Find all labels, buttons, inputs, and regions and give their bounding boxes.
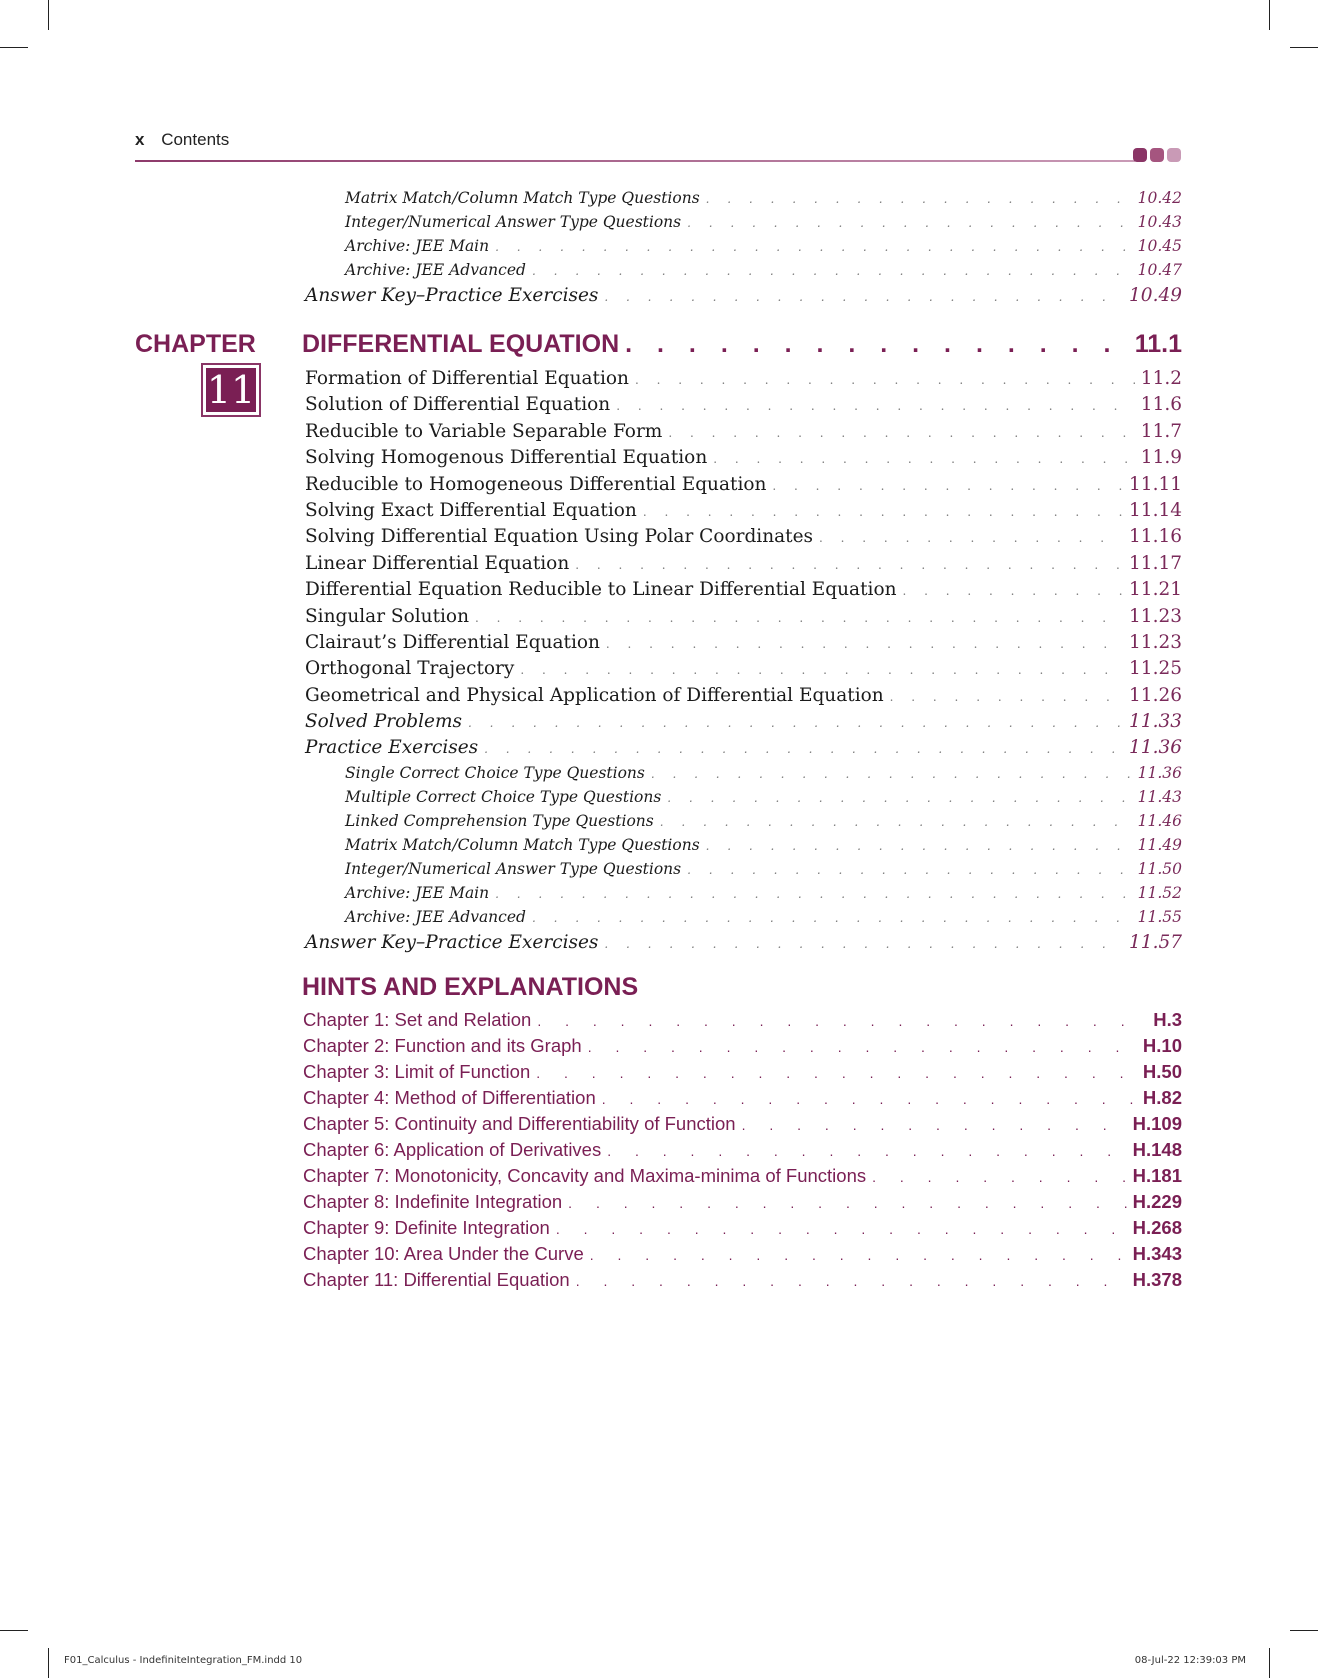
toc-entry-page: 11.23 [1129,605,1182,627]
toc-entry-title: Solving Differential Equation Using Polar Coordinates [305,526,814,548]
dot-leader [903,584,1124,598]
toc-entry-page: 11.52 [1137,883,1182,902]
dot-leader [616,399,1135,413]
toc-entry-page: H.378 [1132,1269,1182,1290]
toc-entry-page: 10.43 [1137,213,1182,231]
toc-entry[interactable] [305,447,1182,473]
toc-entry[interactable] [303,1035,1182,1061]
deco-square [1150,148,1164,162]
toc-entry-page: 11.2 [1140,368,1182,389]
toc-entry[interactable] [305,553,1182,579]
toc-entry-page: H.82 [1142,1087,1182,1108]
dot-leader [667,791,1131,805]
dot-leader [625,330,1129,359]
dot-leader [495,887,1132,901]
toc-entry-title: Answer Key–Practice Exercises [305,931,599,953]
toc-entry-title: Answer Key–Practice Exercises [305,285,599,306]
toc-entry-title: Matrix Match/Column Match Type Questions [345,189,700,207]
header-rule [135,160,1135,162]
dot-leader [742,1117,1127,1133]
toc-entry-title: Solved Problems [305,711,463,733]
crop-mark [48,1648,49,1678]
toc-entry-page: 11.21 [1129,579,1182,601]
toc-entry[interactable] [303,1191,1182,1217]
page-number: x [135,130,145,149]
chapter-label: CHAPTER [135,330,256,358]
toc-entry[interactable] [305,394,1182,420]
crop-mark [1290,1630,1318,1631]
crop-mark [1269,1648,1270,1678]
dot-leader [604,937,1123,951]
toc-entry[interactable] [305,213,1182,237]
toc-entry-title: Chapter 11: Differential Equation [303,1269,570,1290]
dot-leader [575,558,1123,572]
toc-entry-title: Chapter 4: Method of Differentiation [303,1087,596,1108]
dot-leader [713,452,1135,466]
toc-entry[interactable] [305,860,1182,884]
dot-leader [643,505,1123,519]
toc-entry[interactable] [305,421,1182,447]
dot-leader [687,863,1132,877]
toc-entry[interactable] [303,1009,1182,1035]
toc-entry-title: Archive: JEE Main [345,883,490,902]
toc-entry-page: H.109 [1132,1113,1182,1134]
toc-entry[interactable] [305,261,1182,285]
toc-entry[interactable] [303,1243,1182,1269]
toc-entry-page: 11.46 [1137,811,1182,830]
toc-entry[interactable] [303,1087,1182,1113]
deco-square [1133,148,1147,162]
toc-entry-title: Archive: JEE Advanced [345,907,526,926]
toc-entry-title: Clairaut’s Differential Equation [305,631,600,653]
hints-toc [303,1009,1182,1295]
toc-entry-page: 10.49 [1129,285,1182,306]
toc-entry-title: Archive: JEE Advanced [345,261,526,279]
toc-entry[interactable] [305,908,1182,932]
dot-leader [668,426,1134,440]
toc-entry-page: 11.36 [1129,737,1182,759]
deco-square [1167,148,1181,162]
toc-entry-title: Solution of Differential Equation [305,394,611,416]
dot-leader [819,531,1123,545]
toc-entry[interactable] [305,658,1182,684]
toc-entry-page: 11.26 [1129,684,1182,706]
toc-entry-title: Integer/Numerical Answer Type Questions [345,859,682,878]
toc-entry-title: Archive: JEE Main [345,237,490,255]
header-decoration [1133,148,1181,162]
dot-leader [568,1195,1126,1211]
toc-entry-page: 11.50 [1137,859,1182,878]
toc-entry-page: 10.47 [1137,261,1182,279]
dot-leader [495,240,1132,254]
toc-entry-title: Formation of Differential Equation [305,368,629,389]
dot-leader [532,264,1132,278]
dot-leader [537,1013,1147,1029]
header-title: Contents [161,130,230,149]
toc-entry[interactable] [303,1165,1182,1191]
toc-entry[interactable] [303,1269,1182,1295]
toc-entry-page: 11.23 [1129,631,1182,653]
dot-leader [706,839,1132,853]
toc-entry-page: 10.42 [1137,189,1182,207]
toc-entry[interactable] [305,189,1182,213]
toc-entry-page: 11.49 [1137,835,1182,854]
toc-entry-page: 11.25 [1129,658,1182,680]
chapter-number: 11 [206,368,256,412]
toc-entry[interactable] [305,579,1182,605]
chapter-toc [305,368,1182,958]
toc-entry-page: H.343 [1132,1243,1182,1264]
toc-entry[interactable] [305,685,1182,711]
toc-entry-title: Chapter 10: Area Under the Curve [303,1243,584,1264]
toc-entry[interactable] [305,474,1182,500]
toc-entry-title: Solving Homogenous Differential Equation [305,447,708,469]
chapter-title-row[interactable] [302,330,1182,359]
toc-entry-title: Chapter 7: Monotonicity, Concavity and Maxima-minima of Functions [303,1165,867,1186]
toc-entry[interactable] [305,737,1182,763]
toc-entry[interactable] [305,606,1182,632]
toc-entry-title: Differential Equation Reducible to Linear Differential Equation [305,579,897,601]
toc-entry-page: 11.11 [1129,473,1182,495]
dot-leader [651,767,1132,781]
toc-entry-title: Matrix Match/Column Match Type Questions [345,835,700,854]
chapter-number-box [201,363,261,417]
toc-entry-page: H.268 [1132,1217,1182,1238]
toc-entry-title: Multiple Correct Choice Type Questions [345,787,662,806]
toc-entry-title: Reducible to Variable Separable Form [305,420,663,442]
hints-title: HINTS AND EXPLANATIONS [302,973,639,1001]
dot-leader [532,911,1132,925]
toc-entry[interactable] [303,1061,1182,1087]
toc-entry-title: Chapter 6: Application of Derivatives [303,1139,602,1160]
dot-leader [635,373,1135,387]
toc-entry[interactable] [305,237,1182,261]
crop-mark [0,1630,28,1631]
chapter-page: 11.1 [1134,330,1182,358]
toc-entry-title: Chapter 5: Continuity and Differentiability of Function [303,1113,736,1134]
toc-entry[interactable] [303,1113,1182,1139]
slug-file: F01_Calculus - IndefiniteIntegration_FM.indd 10 [64,1655,303,1666]
toc-entry-title: Linked Comprehension Type Questions [345,811,654,830]
prev-chapter-toc [305,189,1182,311]
crop-mark [1269,0,1270,30]
dot-leader [602,1091,1137,1107]
toc-entry-title: Singular Solution [305,605,469,627]
toc-entry[interactable] [305,285,1182,311]
toc-entry[interactable] [305,836,1182,860]
dot-leader [687,216,1132,230]
toc-entry-page: 11.57 [1129,931,1182,953]
toc-entry-page: 11.6 [1140,394,1182,416]
toc-entry-page: 11.9 [1140,447,1182,469]
dot-leader [890,690,1123,704]
toc-entry[interactable] [305,764,1182,788]
toc-entry-page: 11.17 [1129,552,1182,574]
toc-entry-title: Orthogonal Trajectory [305,658,515,680]
toc-entry-page: 11.7 [1140,420,1182,442]
dot-leader [606,637,1123,651]
toc-entry[interactable] [305,632,1182,658]
dot-leader [556,1221,1127,1237]
crop-mark [1290,47,1318,48]
dot-leader [576,1273,1127,1289]
dot-leader [607,1143,1126,1159]
toc-entry-title: Chapter 1: Set and Relation [303,1009,532,1030]
dot-leader [536,1065,1137,1081]
toc-entry[interactable] [303,1217,1182,1243]
toc-entry-page: 11.33 [1129,711,1182,733]
dot-leader [520,663,1123,677]
toc-entry-title: Chapter 2: Function and its Graph [303,1035,582,1056]
toc-entry-title: Geometrical and Physical Application of Differential Equation [305,684,884,706]
chapter-title: DIFFERENTIAL EQUATION [302,330,620,358]
toc-entry-page: 11.36 [1137,763,1182,782]
dot-leader [468,716,1123,730]
toc-entry-title: Solving Exact Differential Equation [305,499,637,521]
dot-leader [706,192,1132,206]
toc-entry-page: H.3 [1153,1009,1182,1030]
dot-leader [588,1039,1137,1055]
running-header [135,130,229,150]
toc-entry-page: H.10 [1142,1035,1182,1056]
toc-entry-title: Chapter 9: Definite Integration [303,1217,550,1238]
dot-leader [484,742,1123,756]
toc-entry-page: H.148 [1132,1139,1182,1160]
toc-entry[interactable] [305,500,1182,526]
toc-entry-page: H.181 [1132,1165,1182,1186]
toc-entry-title: Integer/Numerical Answer Type Questions [345,213,682,231]
dot-leader [475,611,1123,625]
toc-entry-title: Reducible to Homogeneous Differential Equation [305,473,767,495]
toc-entry[interactable] [305,526,1182,552]
dot-leader [590,1247,1127,1263]
toc-entry-page: 11.55 [1137,907,1182,926]
toc-entry-page: 11.14 [1129,499,1182,521]
toc-entry[interactable] [305,711,1182,737]
toc-entry-title: Chapter 3: Limit of Function [303,1061,531,1082]
slug-timestamp: 08-Jul-22 12:39:03 PM [1134,1655,1246,1666]
crop-mark [48,0,49,30]
toc-entry-page: 11.16 [1129,526,1182,548]
toc-entry[interactable] [305,932,1182,958]
toc-entry-page: 10.45 [1137,237,1182,255]
toc-entry[interactable] [305,812,1182,836]
toc-entry-title: Chapter 8: Indefinite Integration [303,1191,563,1212]
crop-mark [0,47,28,48]
toc-entry[interactable] [305,368,1182,394]
toc-entry[interactable] [303,1139,1182,1165]
toc-entry-page: H.50 [1142,1061,1182,1082]
toc-entry-title: Single Correct Choice Type Questions [345,763,645,782]
toc-entry[interactable] [305,884,1182,908]
dot-leader [772,479,1123,493]
dot-leader [872,1169,1127,1185]
toc-entry[interactable] [305,788,1182,812]
toc-entry-title: Practice Exercises [305,737,479,759]
dot-leader [660,815,1132,829]
toc-entry-page: H.229 [1132,1191,1182,1212]
toc-entry-page: 11.43 [1137,787,1182,806]
dot-leader [604,290,1123,304]
toc-entry-title: Linear Differential Equation [305,552,570,574]
